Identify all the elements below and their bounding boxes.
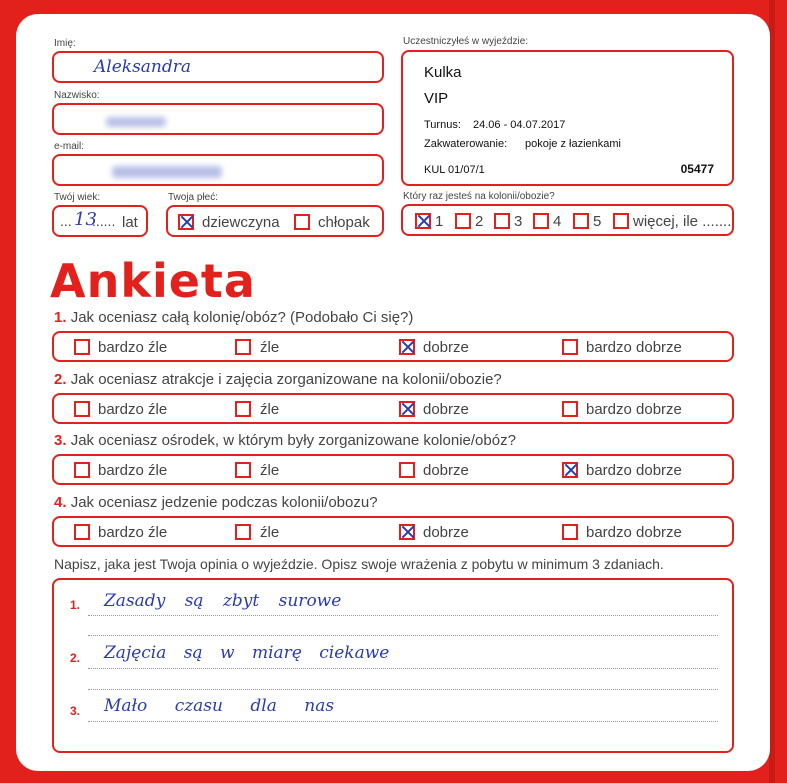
times-3-checkbox[interactable] [494,213,510,229]
question-4 [54,494,378,511]
age-dots-left: ... [60,213,72,229]
trip-info-box [401,50,734,186]
question-1-number: 1. [54,309,67,326]
q4-option-dobrze[interactable] [399,524,415,540]
q2-option-bardzo-zle[interactable] [74,401,90,417]
redacted-email [112,166,222,178]
times-1-label: 1 [435,213,444,230]
age-field[interactable] [52,205,148,237]
opinion-rule-1 [88,615,718,616]
q1-option-dobrze[interactable] [399,339,415,355]
age-dots-right: ...... [92,213,116,229]
opinion-line-1-number: 1. [70,598,81,612]
q3-option-zle[interactable] [235,462,251,478]
question-1-answers [52,331,734,362]
q2-option-zle[interactable] [235,401,251,417]
q3-option-dobrze[interactable] [399,462,415,478]
opinion-line-2: Zajęcia są w miarę ciekawe [104,643,390,663]
question-4-number: 4. [54,494,67,511]
q4-option-zle[interactable] [235,524,251,540]
question-3-number: 3. [54,432,67,449]
q3-option-zle-label: źle [260,462,280,479]
trip-name: Kulka [424,64,462,81]
q2-option-zle-label: źle [260,401,280,418]
accommodation-label: Zakwaterowanie: [424,138,508,150]
opinion-line-3: Mało czasu dla nas [104,696,335,716]
q1-option-dobrze-label: dobrze [423,339,469,356]
q3-option-dobrze-label: dobrze [423,462,469,479]
q4-option-dobrze-label: dobrze [423,524,469,541]
redacted-last-name [106,117,166,127]
times-1-checkbox[interactable] [415,213,431,229]
opinion-line-2-number: 2. [70,651,81,665]
times-2-label: 2 [475,213,484,230]
q4-option-zle-label: źle [260,524,280,541]
opinion-line-3-number: 3. [70,704,81,718]
opinion-rule-3 [88,668,718,669]
opinion-rule-4 [88,689,718,690]
times-4-label: 4 [553,213,562,230]
q2-option-dobrze[interactable] [399,401,415,417]
q2-option-bardzo-dobrze-label: bardzo dobrze [586,401,682,418]
age-label: Twój wiek: [54,192,101,203]
trip-number: 05477 [680,162,714,176]
question-4-answers [52,516,734,547]
times-3-label: 3 [514,213,523,230]
opinion-line-1: Zasady są zbyt surowe [104,591,342,611]
times-label: Który raz jesteś na kolonii/obozie? [403,191,555,202]
gender-field [166,205,384,237]
question-3-text: Jak oceniasz ośrodek, w którym były zorganizowane kolonie/obóz? [70,432,516,449]
q1-option-bardzo-dobrze-label: bardzo dobrze [586,339,682,356]
accommodation-value: pokoje z łazienkami [525,138,621,150]
question-2-answers [52,393,734,424]
participant-label: Uczestniczyłeś w wyjeździe: [403,36,529,47]
q1-option-bardzo-zle[interactable] [74,339,90,355]
q2-option-bardzo-dobrze[interactable] [562,401,578,417]
trip-type: VIP [424,90,449,107]
last-name-field[interactable] [52,103,384,135]
q1-option-zle-label: źle [260,339,280,356]
question-3 [54,432,516,449]
times-more-label: więcej, ile ....... [633,213,732,230]
first-name-value: Aleksandra [94,57,192,77]
q4-option-bardzo-dobrze-label: bardzo dobrze [586,524,682,541]
email-field[interactable] [52,154,384,186]
question-2-number: 2. [54,371,67,388]
q1-option-bardzo-zle-label: bardzo źle [98,339,168,356]
opinion-box[interactable] [52,578,734,753]
gender-female-label: dziewczyna [202,214,280,231]
question-4-text: Jak oceniasz jedzenie podczas kolonii/obozu? [70,494,378,511]
trip-code: KUL 01/07/1 [424,164,485,176]
q3-option-bardzo-dobrze-label: bardzo dobrze [586,462,682,479]
q4-option-bardzo-dobrze[interactable] [562,524,578,540]
opinion-rule-2 [88,635,718,636]
times-2-checkbox[interactable] [455,213,471,229]
question-2-text: Jak oceniasz atrakcje i zajęcia zorganizowane na kolonii/obozie? [70,371,502,388]
email-label: e-mail: [54,141,85,152]
question-1 [54,309,413,326]
turnus-label: Turnus: [424,119,461,131]
gender-male-label: chłopak [318,214,370,231]
first-name-label: Imię: [54,38,76,49]
age-unit: lat [122,214,138,231]
gender-male-checkbox[interactable] [294,214,310,230]
q3-option-bardzo-zle[interactable] [74,462,90,478]
gender-female-checkbox[interactable] [178,214,194,230]
q3-option-bardzo-dobrze[interactable] [562,462,578,478]
times-more-checkbox[interactable] [613,213,629,229]
times-field [401,204,734,236]
times-5-label: 5 [593,213,602,230]
q2-option-bardzo-zle-label: bardzo źle [98,401,168,418]
question-1-text: Jak oceniasz całą kolonię/obóz? (Podobało Ci się?) [70,309,414,326]
q4-option-bardzo-zle-label: bardzo źle [98,524,168,541]
q4-option-bardzo-zle[interactable] [74,524,90,540]
q3-option-bardzo-zle-label: bardzo źle [98,462,168,479]
age-value: 13 [74,209,97,230]
question-2 [54,371,502,388]
turnus-value: 24.06 - 04.07.2017 [473,119,566,131]
first-name-field[interactable] [52,51,384,83]
q2-option-dobrze-label: dobrze [423,401,469,418]
survey-title: Ankieta [50,254,256,308]
times-5-checkbox[interactable] [573,213,589,229]
times-4-checkbox[interactable] [533,213,549,229]
opinion-rule-5 [88,721,718,722]
q1-option-zle[interactable] [235,339,251,355]
opinion-prompt: Napisz, jaka jest Twoja opinia o wyjeździe. Opisz swoje wrażenia z pobytu w minimum 3 zdaniach. [54,556,664,572]
question-3-answers [52,454,734,485]
last-name-label: Nazwisko: [54,90,100,101]
gender-label: Twoja płeć: [168,192,219,203]
q1-option-bardzo-dobrze[interactable] [562,339,578,355]
